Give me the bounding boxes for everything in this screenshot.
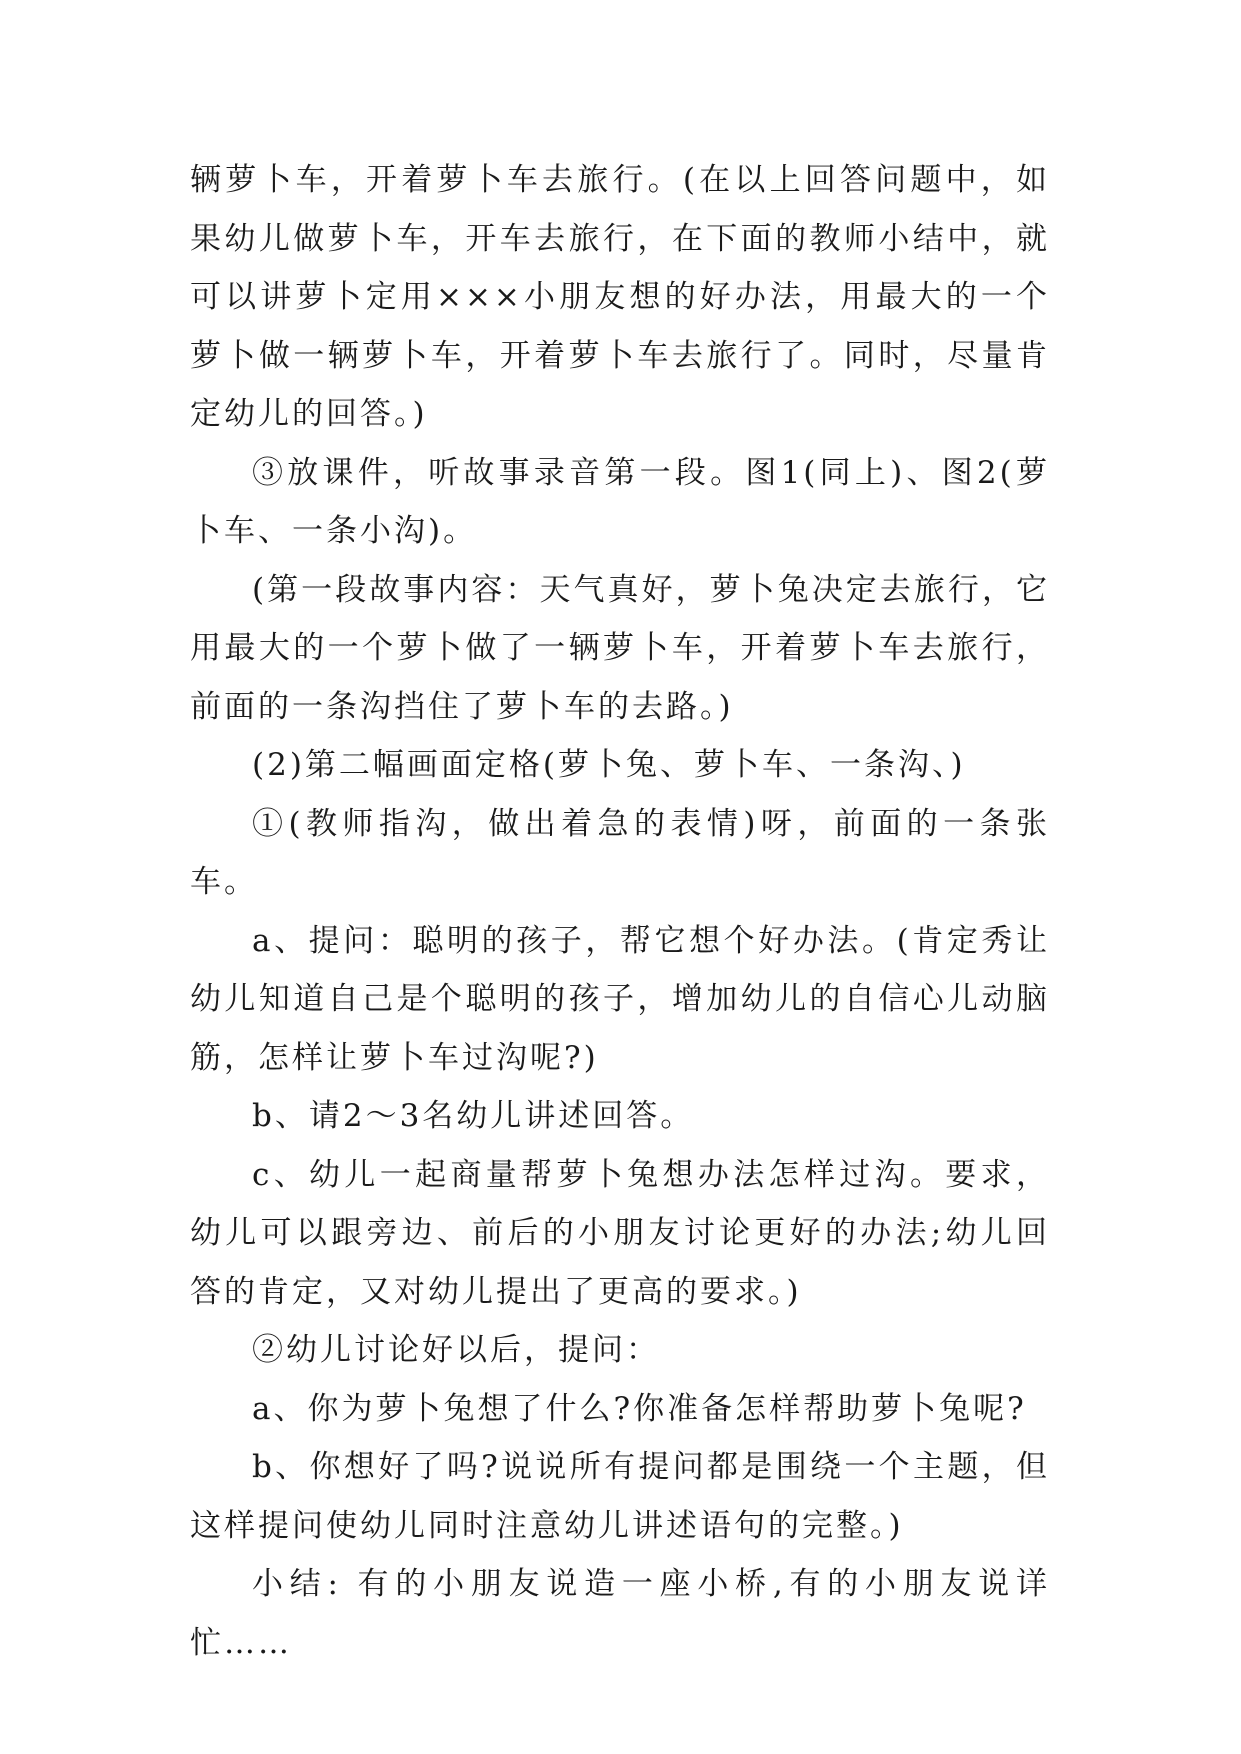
paragraph-7: b、请2～3名幼儿讲述回答。 xyxy=(252,1098,695,1134)
paragraph-12: 小结: 有的小朋友说造一座小桥,有的小朋友说详忙…… xyxy=(190,1566,1050,1661)
paragraph-3: (第一段故事内容：天气真好，萝卜兔决定去旅行，它用最大的一个萝卜做了一辆萝卜车，开着萝卜车去旅行，前面的一条沟挡住了萝卜车的去路。) xyxy=(190,571,1050,725)
paragraph-11: b、你想好了吗?说说所有提问都是围绕一个主题，但这样提问使幼儿同时注意幼儿讲述语句的完整。) xyxy=(190,1449,1050,1544)
paragraph-10: a、你为萝卜兔想了什么?你准备怎样帮助萝卜兔呢? xyxy=(252,1390,1027,1427)
paragraph-9: ②幼儿讨论好以后，提问： xyxy=(252,1332,660,1368)
paragraph-6: a、提问：聪明的孩子，帮它想个好办法。(肯定秀让幼儿知道自己是个聪明的孩子，增加幼儿的自信心儿动脑筋，怎样让萝卜车过沟呢?) xyxy=(190,922,1050,1076)
paragraph-8: c、幼儿一起商量帮萝卜兔想办法怎样过沟。要求，幼儿可以跟旁边、前后的小朋友讨论更好的办法;幼儿回答的肯定，又对幼儿提出了更高的要求。) xyxy=(190,1156,1050,1310)
document-body xyxy=(190,151,1050,1672)
paragraph-2: ③放课件，听故事录音第一段。图1(同上)、图2(萝卜车、一条小沟)。 xyxy=(190,454,1050,549)
paragraph-4: (2)第二幅画面定格(萝卜兔、萝卜车、一条沟、) xyxy=(252,747,966,783)
paragraph-1: 辆萝卜车，开着萝卜车去旅行。(在以上回答问题中，如果幼儿做萝卜车，开车去旅行，在下面的教师小结中，就可以讲萝卜定用×××小朋友想的好办法，用最大的一个萝卜做一辆萝卜车，开着萝卜车去旅行了。同时，尽量肯定幼儿的回答。) xyxy=(190,162,1050,432)
paragraph-5: ①(教师指沟，做出着急的表情)呀，前面的一条张车。 xyxy=(190,805,1050,900)
